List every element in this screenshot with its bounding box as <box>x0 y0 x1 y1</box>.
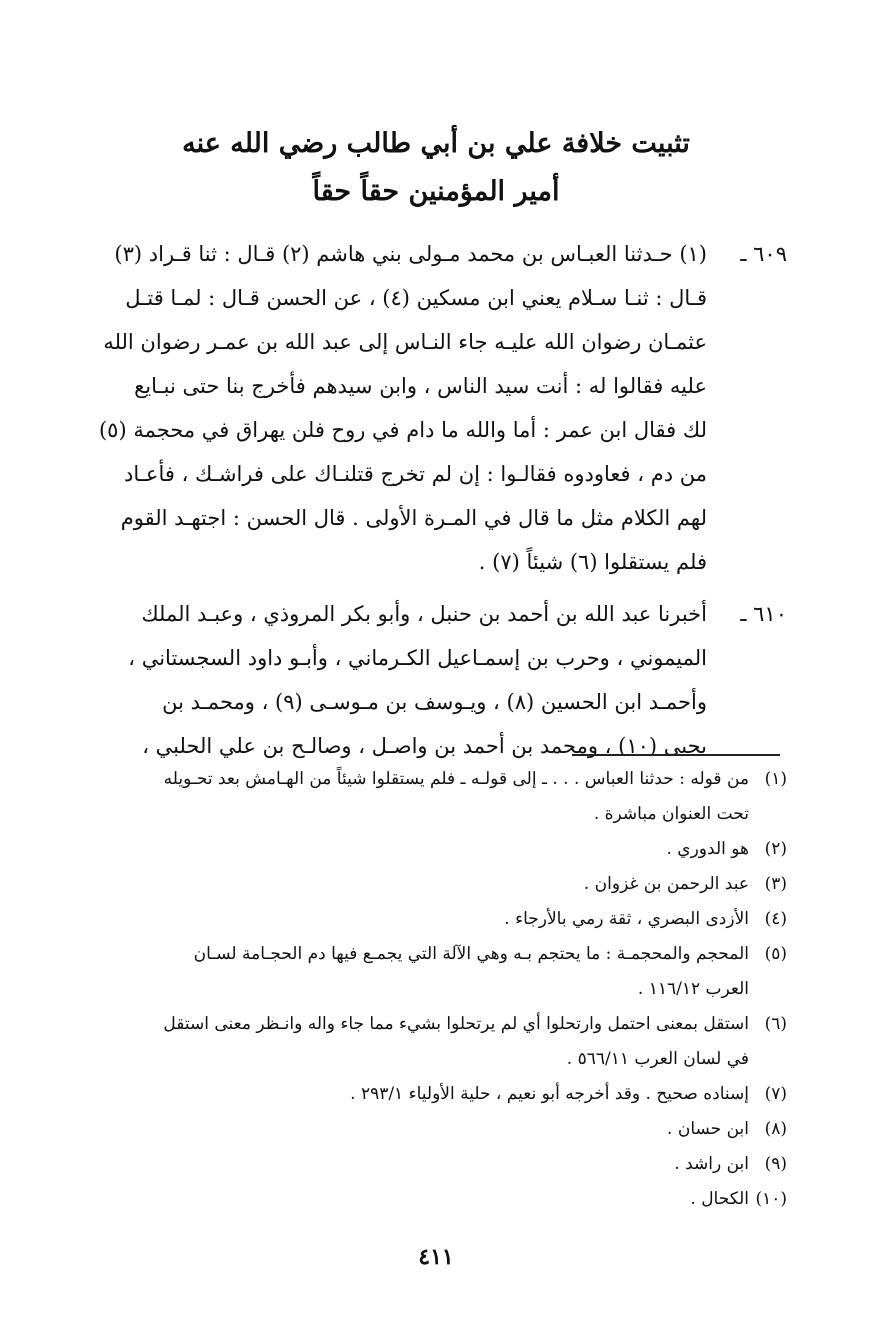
page-number: ٤١١ <box>418 1244 454 1270</box>
footnote-text: الكحال . <box>690 1189 749 1209</box>
footnote-2 <box>82 832 787 867</box>
footnote-text: استقل بمعنى احتمل وارتحلوا أي لم يرتحلوا بشيء مما جاء واله وانـظر معنى استقل <box>163 1014 749 1034</box>
entry-number: ٦١٠ ـ <box>740 602 787 626</box>
text-line: يحيى (١٠) ، ومحمد بن أحمد بن واصـل ، وصالـح بن علي الحلبي ، <box>142 734 707 758</box>
footnote-9 <box>82 1147 787 1182</box>
footnote-number: (٩) <box>764 1154 787 1174</box>
footnote-text: ابن راشد . <box>674 1154 749 1174</box>
chapter-title-line-2: أمير المؤمنين حقاً حقاً <box>312 176 560 207</box>
footnote-number: (٤) <box>764 909 787 929</box>
footnote-6 <box>82 1007 787 1077</box>
text-line: الميموني ، وحرب بن إسمـاعيل الكـرماني ، وأبـو داود السجستاني ، <box>128 646 707 670</box>
footnote-5 <box>82 937 787 1007</box>
text-line: أخبرنا عبد الله بن أحمد بن حنبل ، وأبو بكر المروذي ، وعبـد الملك <box>141 602 707 626</box>
footnote-separator <box>572 754 780 756</box>
footnote-number: (٣) <box>764 874 787 894</box>
chapter-title-line-1: تثبيت خلافة علي بن أبي طالب رضي الله عنه <box>182 128 690 159</box>
footnote-number: (٥) <box>764 944 787 964</box>
footnote-text: من قوله : حدثنا العباس . . . ـ إلى قولـه ـ فلم يستقلوا شيئاً من الهـامش بعد تحـويله <box>163 769 749 789</box>
footnote-number: (١٠) <box>755 1189 787 1209</box>
footnote-text: تحت العنوان مباشرة . <box>593 804 749 824</box>
footnote-3 <box>82 867 787 902</box>
footnote-number: (٢) <box>764 839 787 859</box>
footnote-number: (٦) <box>764 1014 787 1034</box>
footnote-number: (١) <box>764 769 787 789</box>
main-text <box>82 232 787 776</box>
footnote-10 <box>82 1182 787 1217</box>
text-line: قـال : ثنـا سـلام يعني ابن مسكين (٤) ، عن الحسن قـال : لمـا قتـل <box>125 286 707 310</box>
footnote-7 <box>82 1077 787 1112</box>
hadith-entry-610 <box>82 592 787 768</box>
text-line: (١) حـدثنا العبـاس بن محمد مـولى بني هاشم (٢) قـال : ثنا قـراد (٣) <box>114 242 707 266</box>
text-line: من دم ، فعاودوه فقالـوا : إن لم تخرج قتلنـاك على فراشـك ، فأعـاد <box>124 462 707 486</box>
footnote-text: في لسان العرب ٥٦٦/١١ . <box>566 1049 749 1069</box>
footnote-4 <box>82 902 787 937</box>
footnotes <box>82 762 787 1217</box>
footnote-8 <box>82 1112 787 1147</box>
footnote-text: الأزدى البصري ، ثقة رمي بالأرجاء . <box>504 909 749 929</box>
text-line: وأحمـد ابن الحسين (٨) ، ويـوسف بن مـوسـى (٩) ، ومحمـد بن <box>162 690 707 714</box>
text-line: عليه فقالوا له : أنت سيد الناس ، وابن سيدهم فأخرج بنا حتى نبـايع <box>134 374 707 398</box>
hadith-entry-609 <box>82 232 787 584</box>
text-line: فلم يستقلوا (٦) شيئاً (٧) . <box>478 550 707 574</box>
text-line: لك فقال ابن عمر : أما والله ما دام في روح فلن يهراق في محجمة (٥) <box>98 418 707 442</box>
footnote-text: المحجم والمحجمـة : ما يحتجم بـه وهي الآلة التي يجمـع فيها دم الحجـامة لسـان <box>193 944 749 964</box>
text-line: عثمـان رضوان الله عليـه جاء النـاس إلى عبد الله بن عمـر رضوان الله <box>103 330 707 354</box>
footnote-text: إسناده صحيح . وقد أخرجه أبو نعيم ، حلية الأولياء ٢٩٣/١ . <box>350 1084 749 1104</box>
entry-number: ٦٠٩ ـ <box>740 242 787 266</box>
footnote-1 <box>82 762 787 832</box>
footnote-text: ابن حسان . <box>667 1119 749 1139</box>
footnote-text: العرب ١١٦/١٢ . <box>637 979 749 999</box>
footnote-text: هو الدوري . <box>666 839 749 859</box>
footnote-number: (٨) <box>764 1119 787 1139</box>
footnote-number: (٧) <box>764 1084 787 1104</box>
footnote-text: عبد الرحمن بن غزوان . <box>583 874 749 894</box>
chapter-title <box>0 120 872 216</box>
text-line: لهم الكلام مثل ما قال في المـرة الأولى . قال الحسن : اجتهـد القوم <box>120 506 707 530</box>
